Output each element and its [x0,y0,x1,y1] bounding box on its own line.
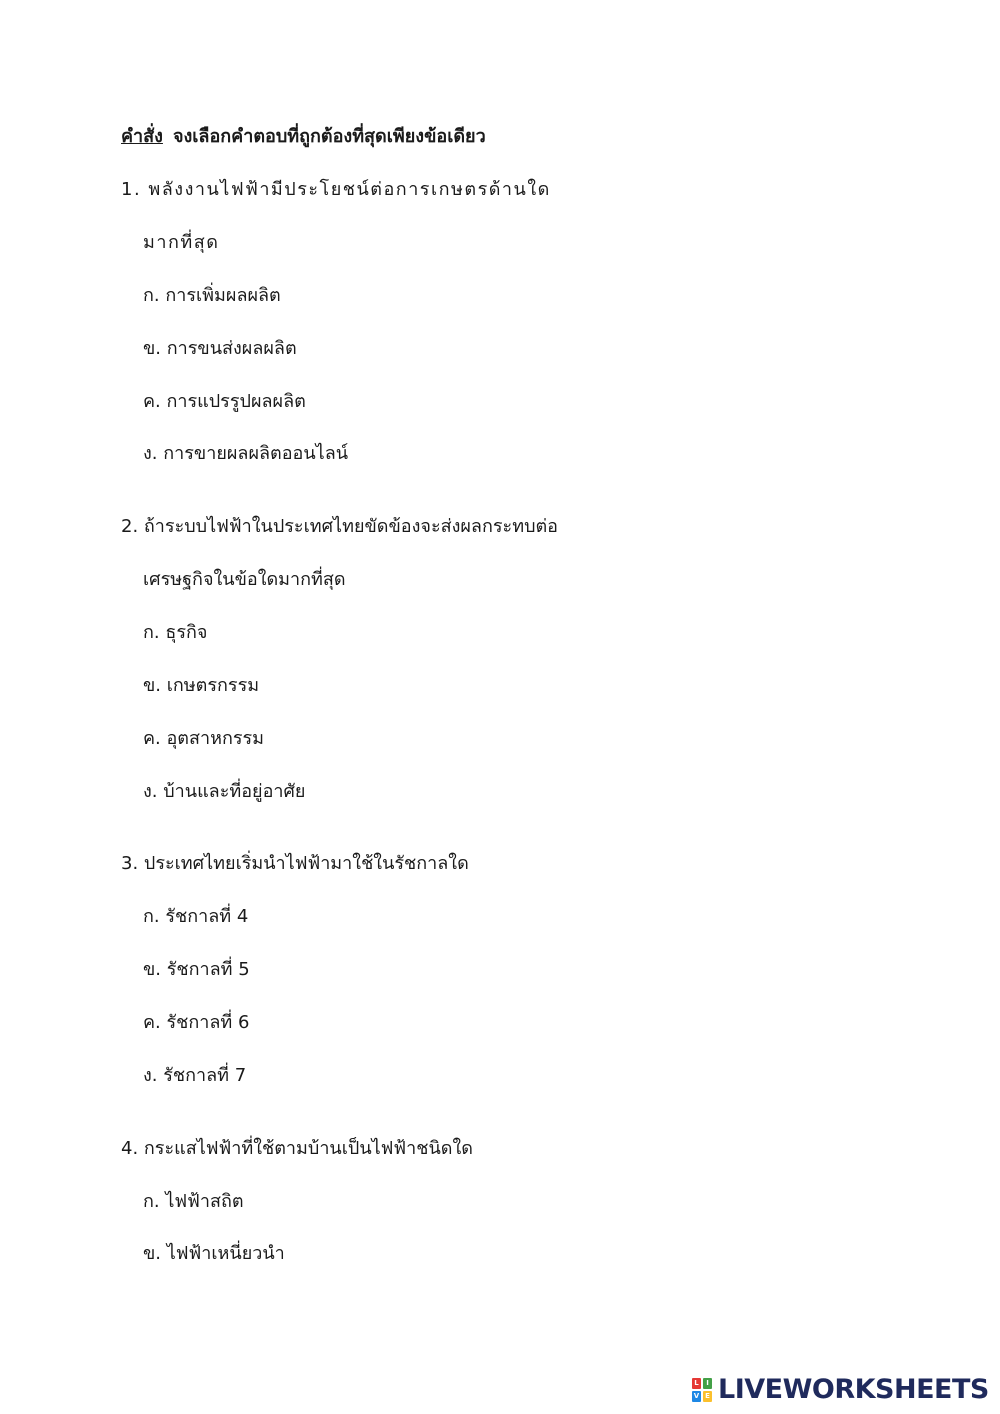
logo-icon-letter-i: I [703,1378,712,1389]
instruction-line [121,126,486,148]
question-4-option-a[interactable]: ก. ไฟฟ้าสถิต [143,1191,244,1212]
question-2-option-b[interactable]: ข. เกษตรกรรม [143,675,260,696]
question-2-option-a[interactable]: ก. ธุรกิจ [143,622,208,643]
liveworksheets-logo [692,1376,989,1404]
question-3-option-c[interactable]: ค. รัชกาลที่ 6 [143,1012,250,1033]
liveworksheets-logo-text: LIVEWORKSHEETS [718,1374,989,1405]
question-2-option-d[interactable]: ง. บ้านและที่อยู่อาศัย [143,781,306,802]
question-3-text: 3. ประเทศไทยเริ่มนำไฟฟ้ามาใช้ในรัชกาลใด [121,853,469,874]
instruction-label: คำสั่ง [121,126,163,147]
question-1-option-c[interactable]: ค. การแปรรูปผลผลิต [143,391,306,412]
question-1-text-continued: มากที่สุด [143,232,220,253]
question-2-text: 2. ถ้าระบบไฟฟ้าในประเทศไทยขัดข้องจะส่งผลกระทบต่อ [121,516,558,537]
question-2-text-continued: เศรษฐกิจในข้อใดมากที่สุด [143,569,346,590]
question-1-option-d[interactable]: ง. การขายผลผลิตออนไลน์ [143,443,349,464]
logo-icon-letter-l: L [692,1378,701,1389]
question-3-option-d[interactable]: ง. รัชกาลที่ 7 [143,1065,247,1086]
question-4-text: 4. กระแสไฟฟ้าที่ใช้ตามบ้านเป็นไฟฟ้าชนิดใด [121,1138,473,1159]
instruction-text: จงเลือกคำตอบที่ถูกต้องที่สุดเพียงข้อเดียว [172,126,486,147]
question-4-option-b[interactable]: ข. ไฟฟ้าเหนี่ยวนำ [143,1243,285,1264]
question-1-option-b[interactable]: ข. การขนส่งผลผลิต [143,338,297,359]
liveworksheets-logo-icon [692,1378,712,1402]
question-2-option-c[interactable]: ค. อุตสาหกรรม [143,728,265,749]
question-3-option-a[interactable]: ก. รัชกาลที่ 4 [143,906,249,927]
question-1-text: 1. พลังงานไฟฟ้ามีประโยชน์ต่อการเกษตรด้านใด [121,179,551,200]
logo-icon-letter-v: V [693,1392,700,1400]
question-3-option-b[interactable]: ข. รัชกาลที่ 5 [143,959,250,980]
question-1-option-a[interactable]: ก. การเพิ่มผลผลิต [143,285,281,306]
logo-icon-letter-e: E [703,1391,712,1402]
